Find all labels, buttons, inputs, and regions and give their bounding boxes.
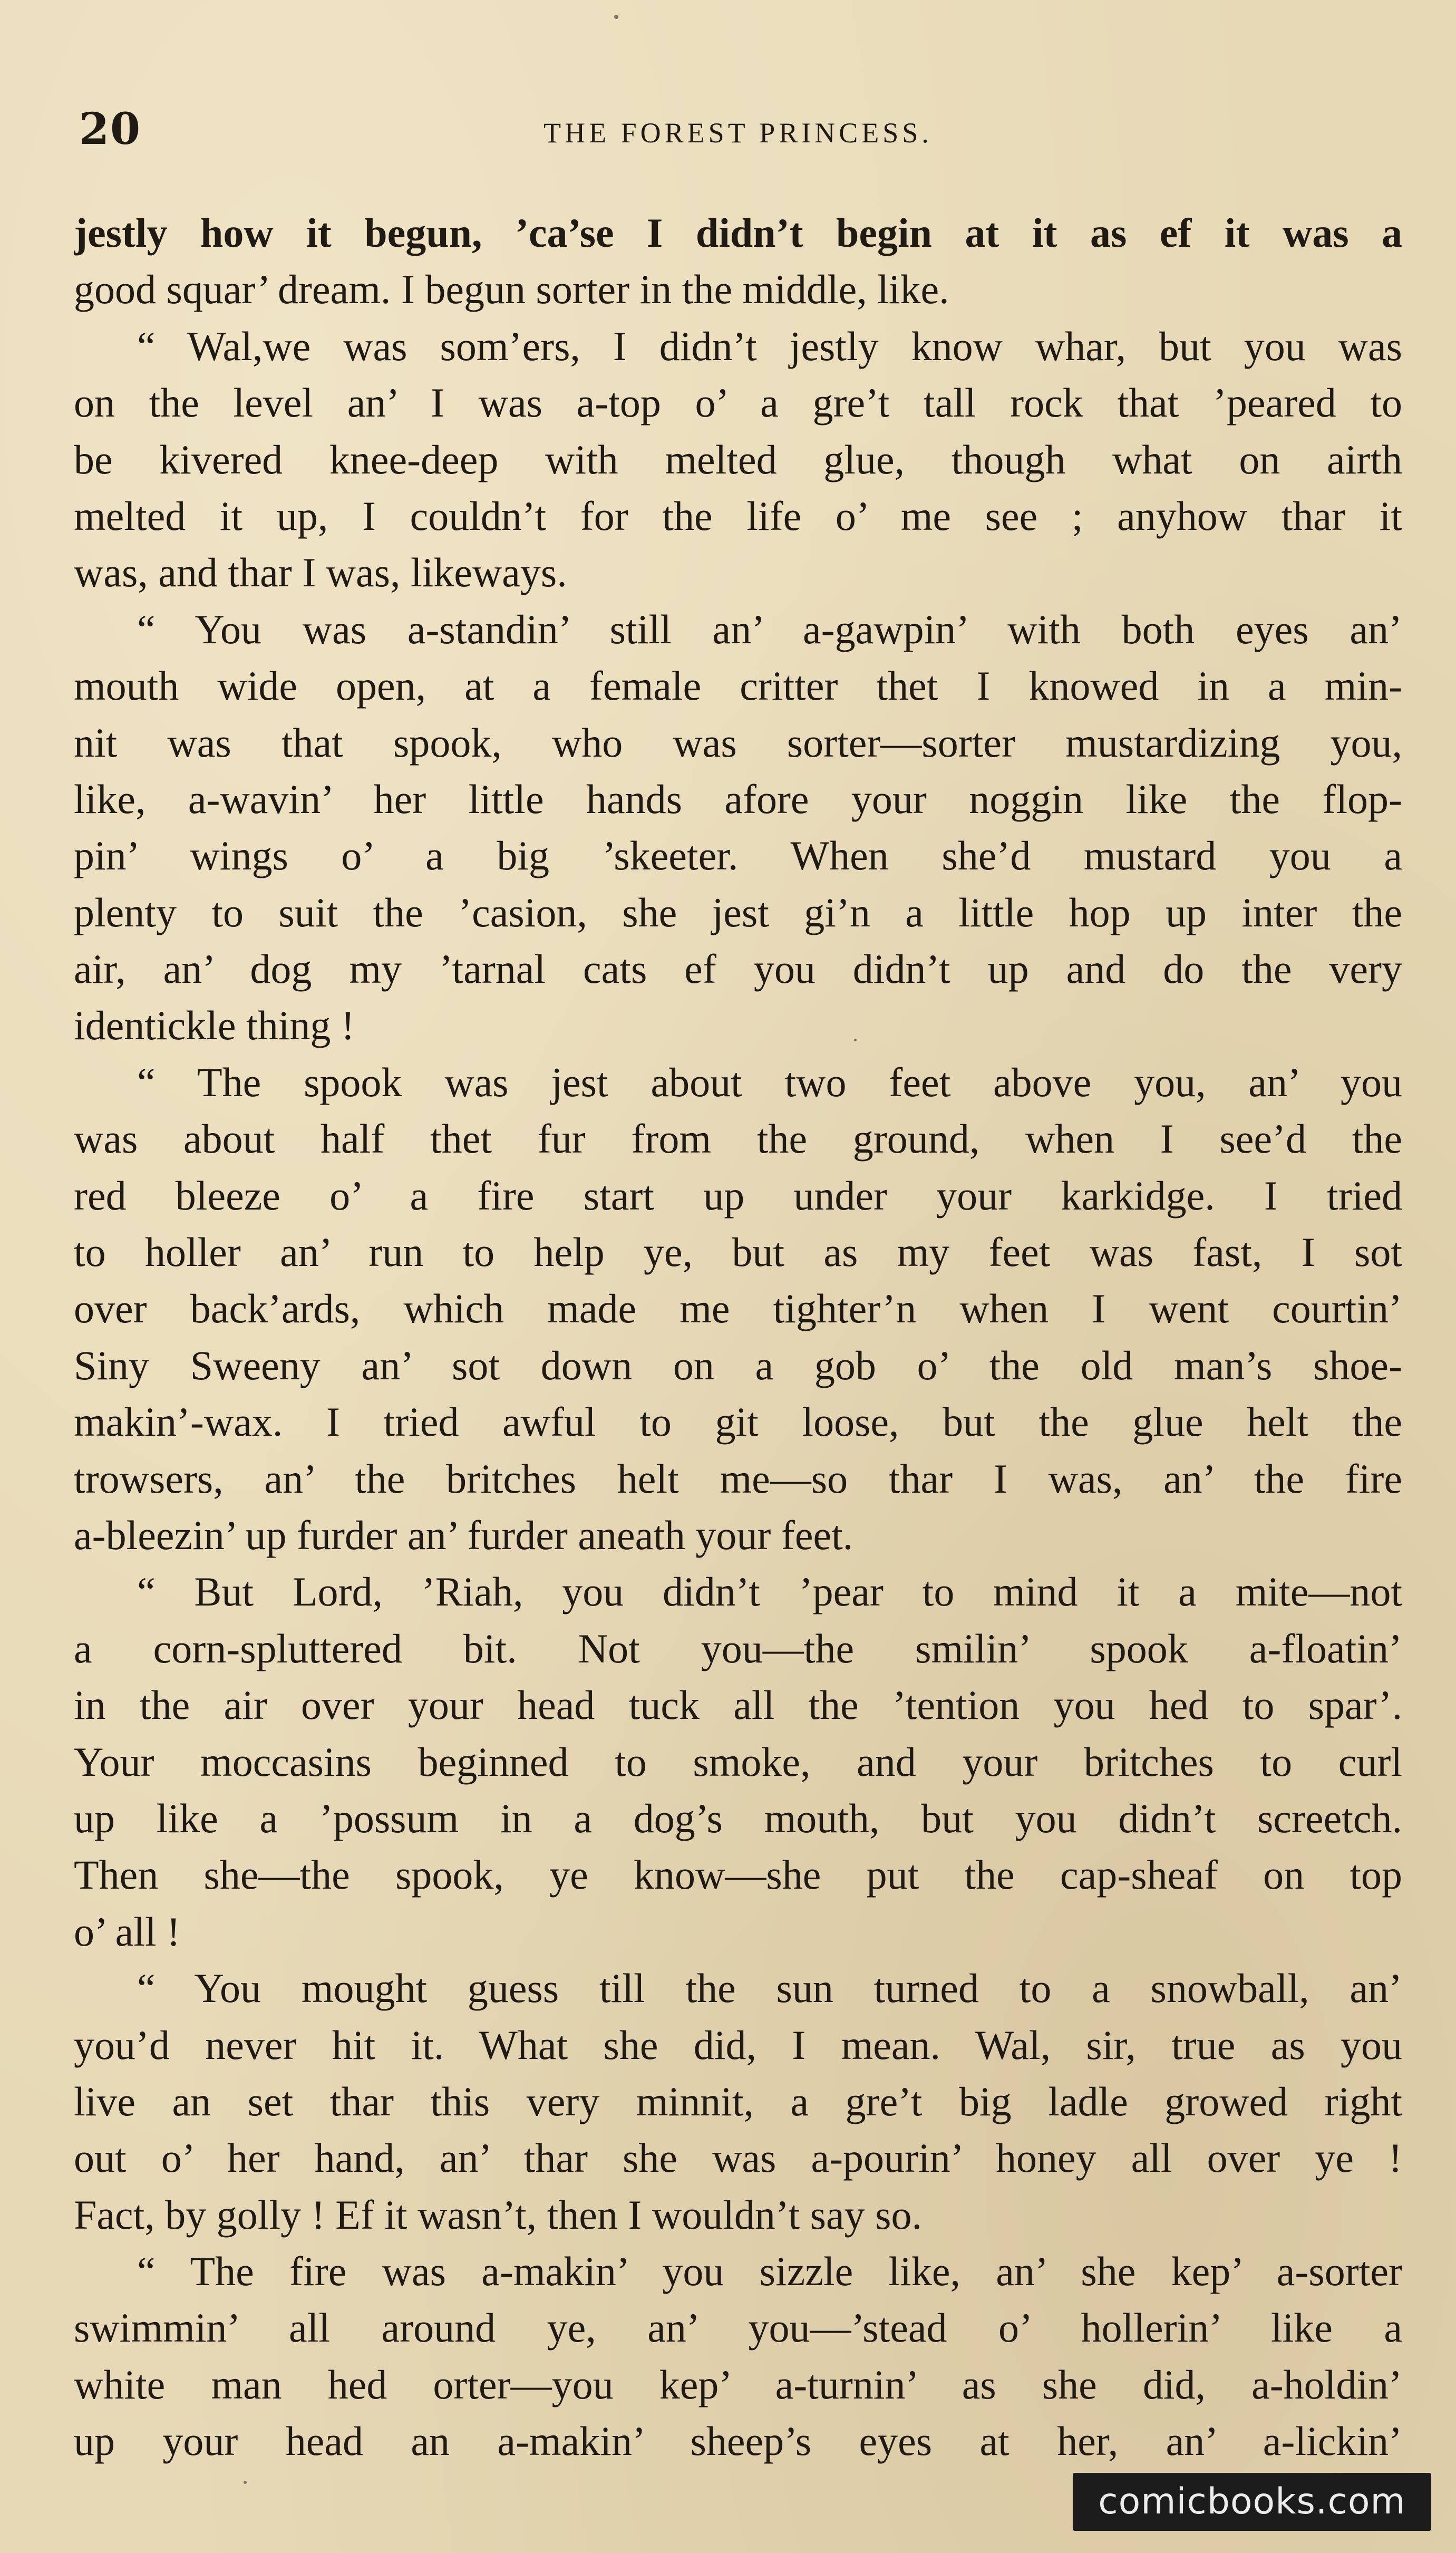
text-line: nit was that spook, who was sorter—sorter mustardizing you,: [74, 719, 1402, 766]
page-number: 20: [79, 104, 142, 154]
text-line: “ You mought guess till the sun turned to a snowball, an’: [137, 1965, 1402, 2012]
text-line: good squar’ dream. I begun sorter in the middle, like.: [74, 266, 949, 313]
text-line: o’ all !: [74, 1908, 181, 1955]
text-line: Fact, by golly ! Ef it wasn’t, then I wouldn’t say so.: [74, 2191, 922, 2238]
text-line: air, an’ dog my ’tarnal cats ef you didn’t up and do the very: [74, 946, 1402, 992]
text-line: on the level an’ I was a-top o’ a gre’t tall rock that ’peared to: [74, 380, 1402, 426]
ink-speck: [854, 1039, 857, 1041]
page-body-text: [74, 205, 1402, 2470]
text-line: over back’ards, which made me tighter’n when I went courtin’: [74, 1285, 1402, 1332]
text-line: “ The fire was a-makin’ you sizzle like, an’ she kep’ a-sorter: [137, 2248, 1402, 2295]
text-line: Then she—the spook, ye know—she put the cap-sheaf on top: [74, 1852, 1402, 1898]
text-line: trowsers, an’ the britches helt me—so thar I was, an’ the fire: [74, 1455, 1402, 1502]
text-line: was about half thet fur from the ground, when I see’d the: [74, 1116, 1402, 1162]
text-line: makin’-wax. I tried awful to git loose, but the glue helt the: [74, 1399, 1402, 1445]
text-line: Siny Sweeny an’ sot down on a gob o’ the old man’s shoe-: [74, 1342, 1402, 1388]
text-line: up like a ’possum in a dog’s mouth, but you didn’t screetch.: [74, 1795, 1402, 1841]
text-line: was, and thar I was, likeways.: [74, 549, 567, 596]
text-line: “ But Lord, ’Riah, you didn’t ’pear to mind it a mite—not: [137, 1569, 1402, 1615]
page-header: [79, 100, 1397, 169]
text-line: plenty to suit the ’casion, she jest gi’n a little hop up inter the: [74, 889, 1402, 935]
text-line: out o’ her hand, an’ thar she was a-pourin’ honey all over ye !: [74, 2135, 1402, 2181]
text-line: you’d never hit it. What she did, I mean. Wal, sir, true as you: [74, 2022, 1402, 2068]
text-line: “ You was a-standin’ still an’ a-gawpin’ with both eyes an’: [137, 606, 1402, 652]
text-line: like, a-wavin’ her little hands afore your noggin like the flop-: [74, 776, 1402, 822]
text-line: red bleeze o’ a fire start up under your karkidge. I tried: [74, 1172, 1402, 1219]
ink-speck: [244, 2481, 247, 2484]
text-line: pin’ wings o’ a big ’skeeter. When she’d mustard you a: [74, 833, 1402, 879]
text-line: live an set thar this very minnit, a gre’t big ladle growed right: [74, 2078, 1402, 2124]
watermark: comicbooks.com: [1073, 2473, 1431, 2531]
text-line: “ Wal,we was som’ers, I didn’t jestly know whar, but you was: [137, 323, 1402, 369]
text-line: a corn-spluttered bit. Not you—the smilin’ spook a-floatin’: [74, 1625, 1402, 1671]
running-title: THE FOREST PRINCESS.: [543, 117, 933, 149]
text-line: swimmin’ all around ye, an’ you—’stead o’ hollerin’ like a: [74, 2305, 1402, 2351]
text-line: “ The spook was jest about two feet above you, an’ you: [137, 1059, 1402, 1105]
ink-speck: [614, 15, 618, 19]
text-line: up your head an a-makin’ sheep’s eyes at her, an’ a-lickin’: [74, 2418, 1402, 2464]
text-line: be kivered knee-deep with melted glue, though what on airth: [74, 436, 1402, 482]
text-line: mouth wide open, at a female critter thet I knowed in a min-: [74, 663, 1402, 709]
text-line: white man hed orter—you kep’ a-turnin’ as she did, a-holdin’: [74, 2361, 1402, 2407]
text-line: identickle thing !: [74, 1002, 355, 1049]
text-line: a-bleezin’ up furder an’ furder aneath your feet.: [74, 1512, 853, 1558]
text-line: to holler an’ run to help ye, but as my feet was fast, I sot: [74, 1229, 1402, 1275]
text-line: jestly how it begun, ’ca’se I didn’t begin at it as ef it was a: [74, 210, 1402, 256]
text-line: Your moccasins beginned to smoke, and your britches to curl: [74, 1738, 1402, 1785]
text-line: in the air over your head tuck all the ’tention you hed to spar’.: [74, 1682, 1402, 1728]
text-line: melted it up, I couldn’t for the life o’ me see ; anyhow thar it: [74, 492, 1402, 539]
